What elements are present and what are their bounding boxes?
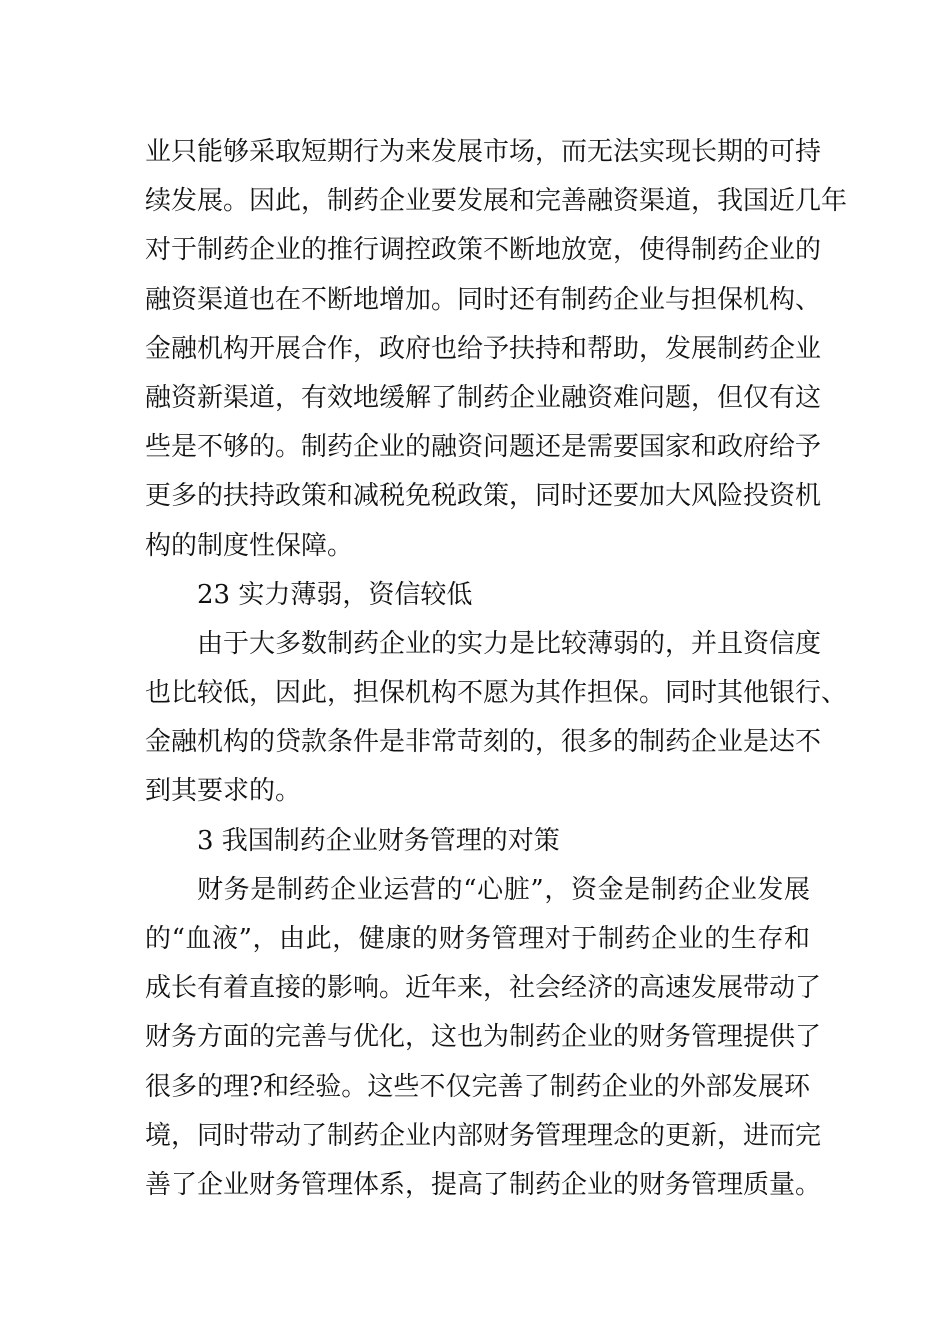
text-line: 很多的理?和经验。这些不仅完善了制药企业的外部发展环 xyxy=(145,1071,810,1102)
text-line: 业只能够采取短期行为来发展市场，而无法实现长期的可持 xyxy=(145,137,822,167)
text-line: 对于制药企业的推行调控政策不断地放宽，使得制药企业的 xyxy=(145,235,822,266)
text-line: 构的制度性保障。 xyxy=(145,530,354,561)
text-line: 融资新渠道，有效地缓解了制药企业融资难问题，但仅有这 xyxy=(145,382,822,413)
text-line: 到其要求的。 xyxy=(145,776,302,807)
text-line: 境，同时带动了制药企业内部财务管理理念的更新，进而完 xyxy=(145,1120,822,1151)
text-line: 融资渠道也在不断地增加。同时还有制药企业与担保机构、 xyxy=(145,284,822,315)
text-line: 金融机构开展合作，政府也给予扶持和帮助，发展制药企业 xyxy=(145,333,822,364)
section-heading: 3 我国制药企业财务管理的对策 xyxy=(197,825,560,856)
text-line: 些是不够的。制药企业的融资问题还是需要国家和政府给予 xyxy=(145,432,822,463)
section-heading: 23 实力薄弱，资信较低 xyxy=(197,579,473,610)
text-line: 财务方面的完善与优化，这也为制药企业的财务管理提供了 xyxy=(145,1022,822,1053)
text-line: 财务是制药企业运营的“心脏”，资金是制药企业发展 xyxy=(197,874,810,905)
text-line: 也比较低，因此，担保机构不愿为其作担保。同时其他银行、 xyxy=(145,678,848,709)
text-line: 的“血液”，由此，健康的财务管理对于制药企业的生存和 xyxy=(145,924,810,954)
text-line: 成长有着直接的影响。近年来，社会经济的高速发展带动了 xyxy=(145,973,822,1004)
text-line: 由于大多数制药企业的实力是比较薄弱的，并且资信度 xyxy=(197,628,822,659)
text-line: 续发展。因此，制药企业要发展和完善融资渠道，我国近几年 xyxy=(145,186,848,217)
text-line: 更多的扶持政策和减税免税政策，同时还要加大风险投资机 xyxy=(145,481,822,512)
text-line: 金融机构的贷款条件是非常苛刻的，很多的制药企业是达不 xyxy=(145,727,822,758)
body-text xyxy=(145,128,848,1210)
text-line: 善了企业财务管理体系，提高了制药企业的财务管理质量。 xyxy=(145,1169,822,1200)
